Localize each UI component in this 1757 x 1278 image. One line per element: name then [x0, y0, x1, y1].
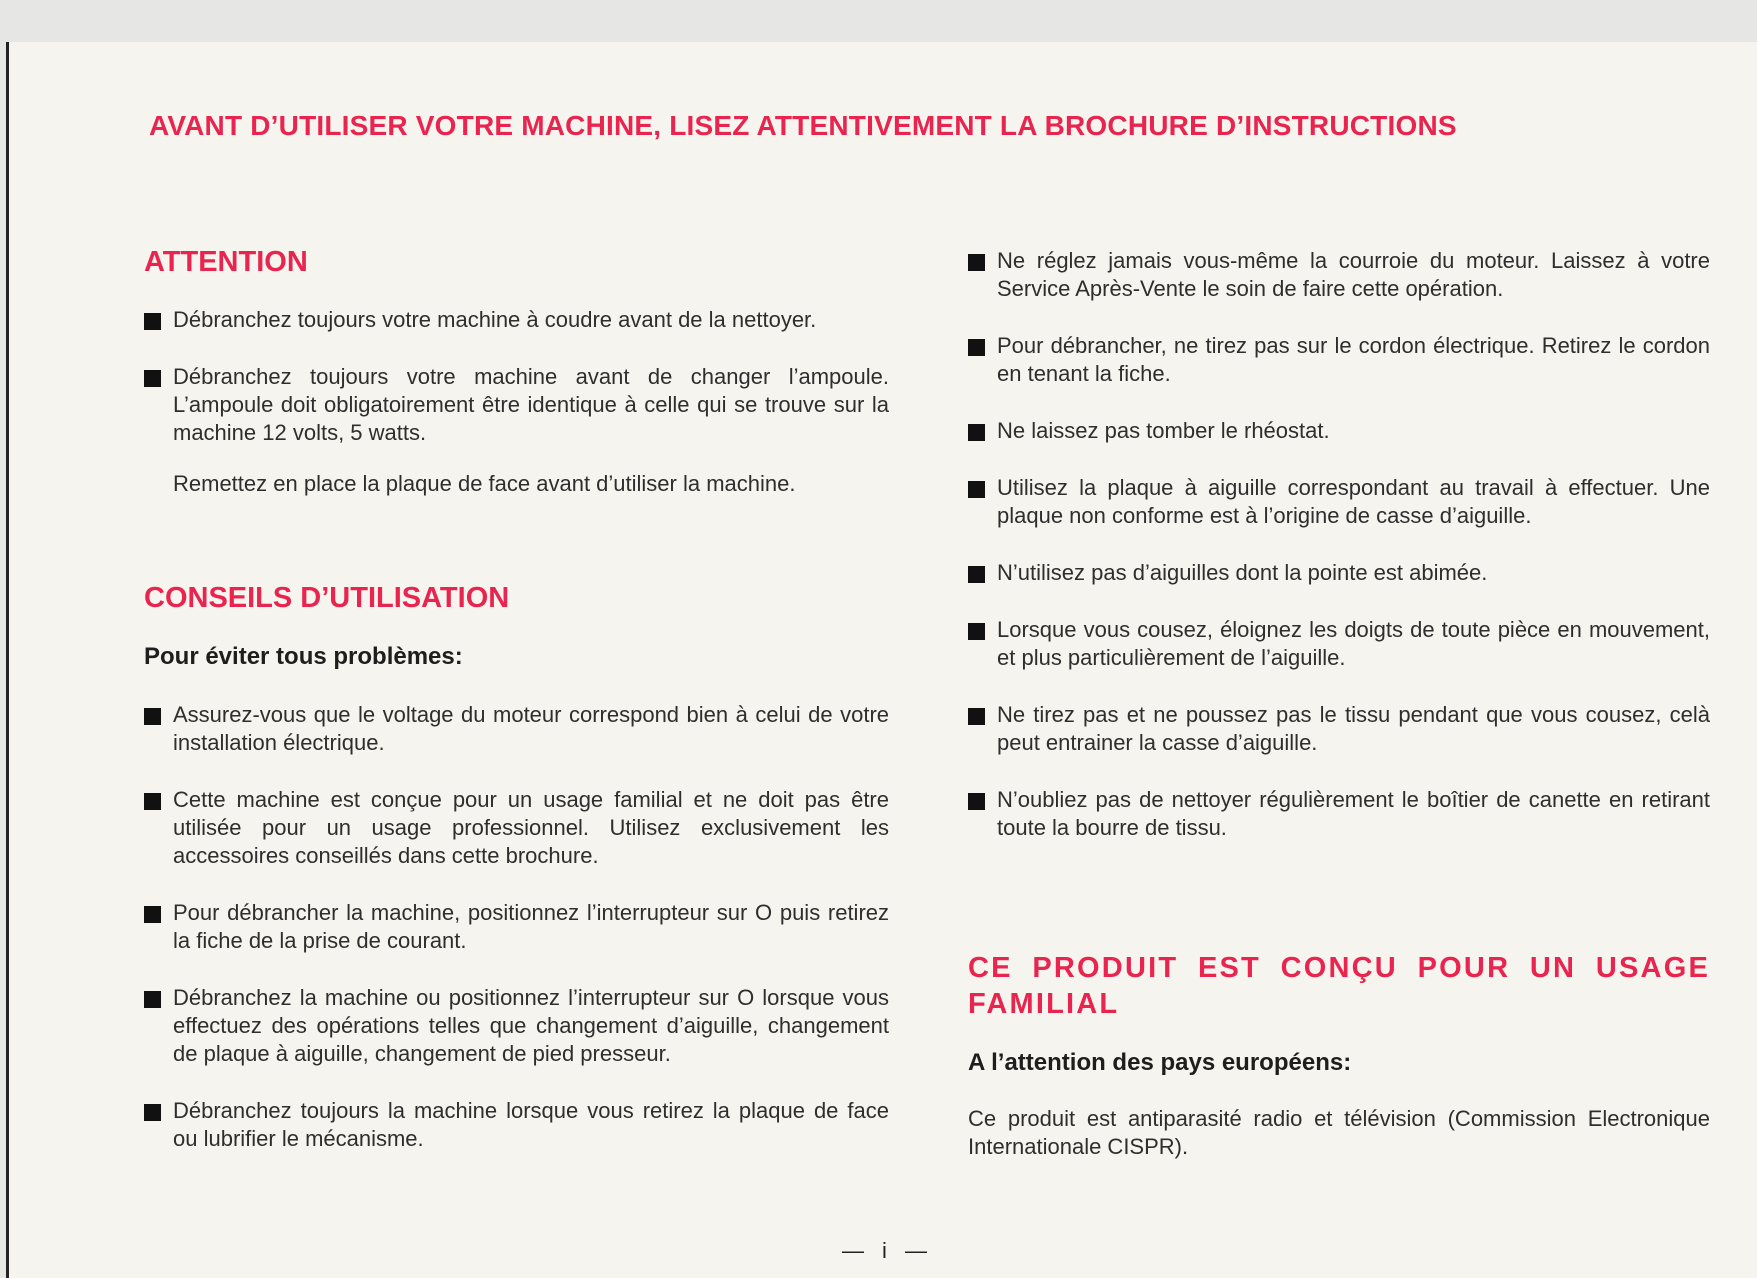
square-bullet-icon [968, 424, 985, 441]
produit-subheading: A l’attention des pays européens: [968, 1049, 1352, 1076]
list-item-text: N’utilisez pas d’aiguilles dont la pointe est abimée. [997, 560, 1488, 585]
square-bullet-icon [144, 313, 161, 330]
list-item [968, 701, 1710, 757]
list-item [968, 332, 1710, 388]
document-page [6, 42, 1757, 1278]
list-item-text: Débranchez toujours votre machine à coudre avant de la nettoyer. [173, 307, 817, 332]
attention-heading: ATTENTION [144, 246, 308, 278]
list-item [144, 1097, 889, 1153]
conseils-subheading: Pour éviter tous problèmes: [144, 643, 463, 670]
square-bullet-icon [968, 708, 985, 725]
list-item [144, 363, 889, 447]
list-item-text: Assurez-vous que le voltage du moteur correspond bien à celui de votre installation électrique. [173, 702, 889, 755]
square-bullet-icon [144, 708, 161, 725]
square-bullet-icon [968, 623, 985, 640]
list-item [144, 701, 889, 757]
list-item [144, 306, 889, 334]
page-title: AVANT D’UTILISER VOTRE MACHINE, LISEZ ATTENTIVEMENT LA BROCHURE D’INSTRUCTIONS [149, 110, 1457, 141]
list-item-text: Ne tirez pas et ne poussez pas le tissu pendant que vous cousez, celà peut entrainer la casse d’aiguille. [997, 702, 1710, 755]
list-item-text: Pour débrancher, ne tirez pas sur le cordon électrique. Retirez le cordon en tenant la fiche. [997, 333, 1710, 386]
conseils-heading: CONSEILS D’UTILISATION [144, 582, 510, 614]
square-bullet-icon [968, 793, 985, 810]
list-item-text: Débranchez la machine ou positionnez l’interrupteur sur O lorsque vous effectuez des opérations telles que changement d’aiguille, changement de plaque à aiguille, changement de pied presseur. [173, 985, 889, 1066]
list-item-text: Cette machine est conçue pour un usage familial et ne doit pas être utilisée pour un usage professionnel. Utilisez exclusivement les accessoires conseillés dans cette brochure. [173, 787, 889, 868]
list-item [144, 984, 889, 1068]
square-bullet-icon [144, 906, 161, 923]
list-item [968, 559, 1710, 587]
list-item [144, 786, 889, 870]
list-item [968, 247, 1710, 303]
left-column [144, 202, 889, 1153]
list-item [968, 786, 1710, 842]
list-item [144, 899, 889, 955]
square-bullet-icon [144, 370, 161, 387]
list-item-text: Ne réglez jamais vous-même la courroie du moteur. Laissez à votre Service Après-Vente le soin de faire cette opération. [997, 248, 1710, 301]
square-bullet-icon [144, 1104, 161, 1121]
square-bullet-icon [968, 339, 985, 356]
square-bullet-icon [968, 254, 985, 271]
list-item-text: Débranchez toujours votre machine avant de changer l’ampoule. L’ampoule doit obligatoirement être identique à celle qui se trouve sur la machine 12 volts, 5 watts. [173, 364, 889, 445]
produit-heading: CE PRODUIT EST CONÇU POUR UN USAGE FAMILIAL [968, 952, 1710, 1020]
list-item [968, 474, 1710, 530]
list-item-text: N’oubliez pas de nettoyer régulièrement le boîtier de canette en retirant toute la bourre de tissu. [997, 787, 1710, 840]
list-item-text: Ne laissez pas tomber le rhéostat. [997, 418, 1330, 443]
square-bullet-icon [144, 793, 161, 810]
square-bullet-icon [968, 481, 985, 498]
square-bullet-icon [968, 566, 985, 583]
list-item-text: Pour débrancher la machine, positionnez l’interrupteur sur O puis retirez la fiche de la prise de courant. [173, 900, 889, 953]
square-bullet-icon [144, 991, 161, 1008]
list-item [968, 616, 1710, 672]
list-item-text: Utilisez la plaque à aiguille correspondant au travail à effectuer. Une plaque non conforme est à l’origine de casse d’aiguille. [997, 475, 1710, 528]
list-item-text: Lorsque vous cousez, éloignez les doigts de toute pièce en mouvement, et plus particulièrement de l’aiguille. [997, 617, 1710, 670]
produit-text: Ce produit est antiparasité radio et télévision (Commission Electronique Internationale CISPR). [968, 1106, 1710, 1159]
list-item [968, 417, 1710, 445]
attention-note: Remettez en place la plaque de face avant d’utiliser la machine. [173, 471, 796, 496]
right-column [968, 202, 1710, 1161]
page-number: — i — [841, 1238, 934, 1263]
list-item-text: Débranchez toujours la machine lorsque vous retirez la plaque de face ou lubrifier le mécanisme. [173, 1098, 889, 1151]
